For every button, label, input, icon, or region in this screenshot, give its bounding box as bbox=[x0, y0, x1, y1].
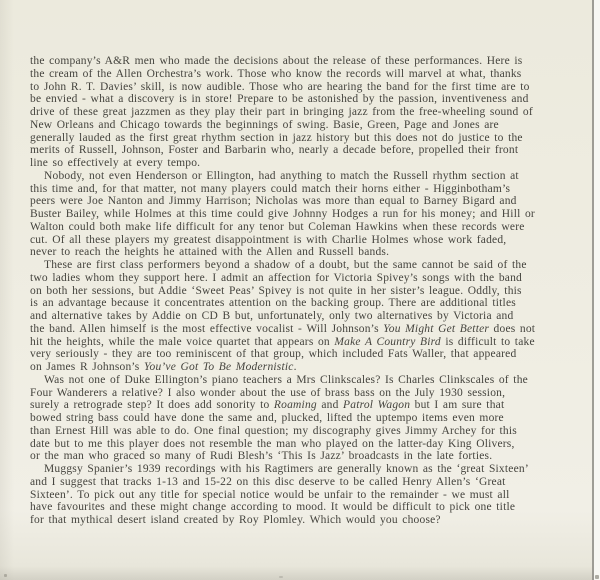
text-line bbox=[30, 234, 582, 247]
text-line bbox=[30, 55, 582, 68]
text-line bbox=[30, 259, 582, 272]
body-text: never to reach the heights he attained with the Allen and Russell bands. bbox=[30, 246, 390, 259]
body-text: Buster Bailey, while Holmes at this time could give Johnny Hodges a run for his money; and Hill or bbox=[30, 208, 535, 220]
paragraph bbox=[30, 259, 582, 374]
body-text: These are first class performers beyond a shadow of a doubt, but the same cannot be said of the bbox=[44, 259, 527, 271]
body-text: the company’s A&R men who made the decisions about the release of these performances. Here is bbox=[30, 55, 523, 67]
body-text: on both her sessions, but Addie ‘Sweet Peas’ Spivey is not quite in her sister’s league. Oddly, this bbox=[30, 284, 522, 297]
text-line bbox=[30, 285, 582, 298]
text-line bbox=[30, 106, 582, 119]
scan-speck bbox=[4, 574, 7, 577]
text-line bbox=[30, 221, 582, 234]
text-line bbox=[30, 144, 582, 157]
text-line bbox=[30, 361, 582, 374]
body-text: very seriously - they are too reminiscent of that group, which included Fats Waller, that appeared bbox=[30, 348, 517, 361]
body-text: to John R. T. Davies’ skill, is now audible. Those who are hearing the band for the first time are to bbox=[30, 80, 530, 93]
text-line bbox=[30, 119, 582, 132]
text-line bbox=[30, 310, 582, 323]
body-text: Sixteen’. To pick out any title for special notice would be unfair to the remainder - we must all bbox=[30, 488, 510, 501]
body-text: drive of these great jazzmen as they play their part in bringing jazz from the free-wheeling sound of bbox=[30, 106, 533, 118]
body-text: peers were Joe Nanton and Jimmy Harrison; Nicholas was more than equal to Barney Bigard and bbox=[30, 195, 517, 208]
body-text: be envied - what a discovery is in store! Prepare to be astonished by the passion, inventiveness and bbox=[30, 93, 529, 106]
body-text: surely a retrograde step? It does add sonority to bbox=[30, 399, 274, 412]
body-text: have favourites and these might change according to mood. It would be difficult to pick one title bbox=[30, 501, 516, 514]
text-line bbox=[30, 438, 582, 451]
paragraph bbox=[30, 170, 582, 259]
text-line bbox=[30, 348, 582, 361]
body-text: Was not one of Duke Ellington’s piano teachers a Mrs Clinkscales? Is Charles Clinkscales of the bbox=[44, 373, 528, 386]
text-line bbox=[30, 387, 582, 400]
body-text: and I suggest that tracks 1-13 and 15-22 on this disc deserve to be called Henry Allen’s ‘Great bbox=[30, 475, 506, 488]
text-line bbox=[30, 450, 582, 463]
text-line bbox=[30, 489, 582, 502]
text-line bbox=[30, 476, 582, 489]
text-line bbox=[30, 374, 582, 387]
body-text: date but to me this player does not resemble the man who played on the latter-day King Olivers, bbox=[30, 437, 515, 450]
body-text: New Orleans and Chicago towards the beginnings of swing. Basie, Green, Page and Jones are bbox=[30, 118, 499, 131]
body-text: this time and, for that matter, not many players could match their horns either - Higginbotham’s bbox=[30, 182, 511, 195]
body-text: than Ernest Hill was able to do. One final question; my discography gives Jimmy Archey for this bbox=[30, 424, 517, 437]
body-text: does not bbox=[489, 322, 536, 335]
body-text: for that mythical desert island created by Roy Plomley. Which would you choose? bbox=[30, 514, 441, 526]
text-line bbox=[30, 323, 582, 336]
body-text: bowed string bass could have done the same and, plucked, lifted the uptempo items even more bbox=[30, 412, 504, 424]
body-text: but I am sure that bbox=[410, 399, 505, 412]
body-text: the band. Allen himself is the most effective vocalist - Will Johnson’s bbox=[30, 322, 384, 335]
body-text: . bbox=[293, 361, 297, 373]
paragraph bbox=[30, 374, 582, 463]
italic-title-text: Patrol Wagon bbox=[343, 399, 411, 412]
italic-title-text: Make A Country Bird bbox=[334, 335, 441, 348]
italic-title-text: You’ve Got To Be Modernistic bbox=[143, 361, 294, 373]
text-line bbox=[30, 157, 582, 170]
body-text: cut. Of all these players my greatest disappointment is with Charlie Holmes whose work faded, bbox=[30, 233, 507, 246]
body-text: hit the heights, while the male voice quartet that appears on bbox=[30, 335, 335, 348]
text-line bbox=[30, 399, 582, 412]
scan-speck bbox=[595, 575, 599, 579]
text-line bbox=[30, 93, 582, 106]
body-text: Four Wanderers a relative? I also wonder about the use of brass bass on the July 1930 session, bbox=[30, 386, 506, 399]
text-line bbox=[30, 272, 582, 285]
scan-speck bbox=[279, 576, 283, 578]
body-text: line so effectively at every tempo. bbox=[30, 157, 201, 169]
body-text: two ladies whom they support here. I admit an affection for Victoria Spivey’s songs with the band bbox=[30, 271, 522, 284]
text-line bbox=[30, 195, 582, 208]
text-line bbox=[30, 81, 582, 94]
body-text: the cream of the Allen Orchestra’s work. Those who know the records will marvel at what, thanks bbox=[30, 67, 522, 80]
text-line bbox=[30, 514, 582, 527]
paragraph bbox=[30, 463, 582, 527]
text-line bbox=[30, 501, 582, 514]
text-line bbox=[30, 183, 582, 196]
italic-title-text: You Might Get Better bbox=[383, 322, 490, 335]
text-line bbox=[30, 412, 582, 425]
body-text: is an advantage because it concentrates attention on the backing group. There are additional titles bbox=[30, 297, 516, 310]
body-text: Muggsy Spanier’s 1939 recordings with his Ragtimers are generally known as the ‘great Sixteen’ bbox=[44, 463, 529, 475]
body-text: Walton could both make life difficult for any tenor but Coleman Hawkins when these records were bbox=[30, 220, 525, 233]
text-line bbox=[30, 336, 582, 349]
page-text bbox=[30, 55, 582, 527]
italic-title-text: Roaming bbox=[273, 399, 317, 412]
text-line bbox=[30, 246, 582, 259]
text-line bbox=[30, 208, 582, 221]
body-text: on James R Johnson’s bbox=[30, 361, 144, 373]
text-line bbox=[30, 170, 582, 183]
right-edge-strip bbox=[594, 0, 600, 580]
body-text: is difficult to take bbox=[440, 335, 535, 348]
body-text: and bbox=[316, 399, 344, 412]
body-text: merits of Russell, Johnson, Foster and Barbarin who, nearly a decade before, propelled their front bbox=[30, 144, 519, 157]
body-text: Nobody, not even Henderson or Ellington, had anything to match the Russell rhythm section at bbox=[44, 169, 519, 182]
paragraph bbox=[30, 55, 582, 170]
text-line bbox=[30, 68, 582, 81]
bottom-edge-shadow bbox=[0, 566, 600, 580]
left-edge-shadow bbox=[0, 0, 14, 580]
text-line bbox=[30, 463, 582, 476]
text-line bbox=[30, 425, 582, 438]
body-text: and alternative takes by Addie on CD B but, unfortunately, only two alternatives by Victoria and bbox=[30, 310, 514, 322]
body-text: generally lauded as the first great rhythm section in jazz history but this does not do justice to the bbox=[30, 131, 523, 144]
text-line bbox=[30, 132, 582, 145]
text-line bbox=[30, 297, 582, 310]
body-text: or the man who graced so many of Rudi Blesh’s ‘This Is Jazz’ broadcasts in the late forties. bbox=[30, 450, 493, 463]
